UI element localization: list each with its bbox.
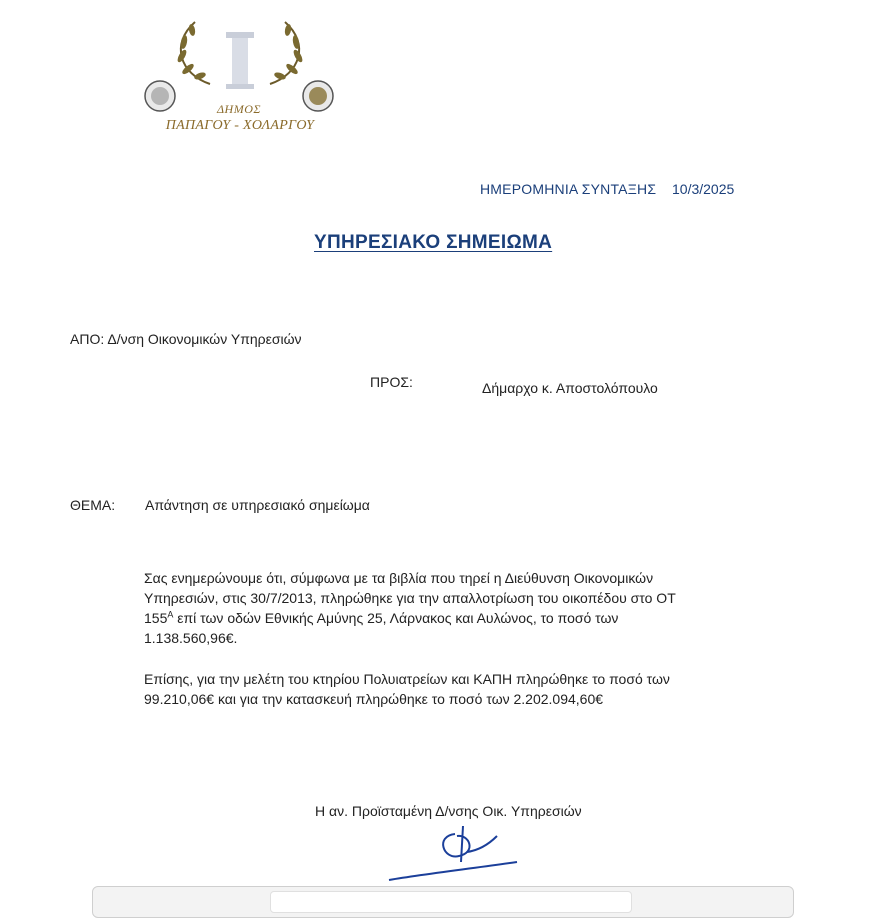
paragraph-line <box>144 608 744 628</box>
block-superscript: Α <box>167 609 174 620</box>
paragraph-line: 99.210,06€ και για την κατασκευή πληρώθηκε το ποσό των 2.202.094,60€ <box>144 691 604 707</box>
subject-value: Απάντηση σε υπηρεσιακό σημείωμα <box>145 497 370 513</box>
from-line: ΑΠΟ: Δ/νση Οικονομικών Υπηρεσιών <box>70 331 302 347</box>
signature-icon <box>385 822 525 892</box>
body-paragraph-1 <box>144 568 744 648</box>
logo-text-line1: ΔΗΜΟΣ <box>216 102 261 116</box>
date-label: ΗΜΕΡΟΜΗΝΙΑ ΣΥΝΤΑΞΗΣ <box>480 181 657 197</box>
block-number: 155 <box>144 610 168 626</box>
paragraph-line: Επίσης, για την μελέτη του κτηρίου Πολυιατρείων και ΚΑΠΗ πληρώθηκε το ποσό των <box>144 671 670 687</box>
logo-text-line2: ΠΑΠΑΓΟΥ - ΧΟΛΑΡΓΟΥ <box>165 118 315 133</box>
bottom-toolbar-field[interactable] <box>270 891 632 913</box>
to-value: Δήμαρχο κ. Αποστολόπουλο <box>482 380 658 396</box>
to-label: ΠΡΟΣ: <box>370 374 413 390</box>
date-value: 10/3/2025 <box>672 181 735 197</box>
subject-label: ΘΕΜΑ: <box>70 497 116 513</box>
paragraph-line-rest: επί των οδών Εθνικής Αμύνης 25, Λάρνακος και Αυλώνος, το ποσό των <box>173 610 619 626</box>
signatory-title: Η αν. Προϊσταμένη Δ/νσης Οικ. Υπηρεσιών <box>315 803 582 819</box>
body-paragraph-2 <box>144 669 744 709</box>
paragraph-line: Υπηρεσιών, στις 30/7/2013, πληρώθηκε για την απαλλοτρίωση του οικοπέδου στο ΟΤ <box>144 590 676 606</box>
paragraph-line: 1.138.560,96€. <box>144 630 238 646</box>
document-title: ΥΠΗΡΕΣΙΑΚΟ ΣΗΜΕΙΩΜΑ <box>314 232 553 253</box>
paragraph-line: Σας ενημερώνουμε ότι, σύμφωνα με τα βιβλία που τηρεί η Διεύθυνση Οικονομικών <box>144 570 654 586</box>
